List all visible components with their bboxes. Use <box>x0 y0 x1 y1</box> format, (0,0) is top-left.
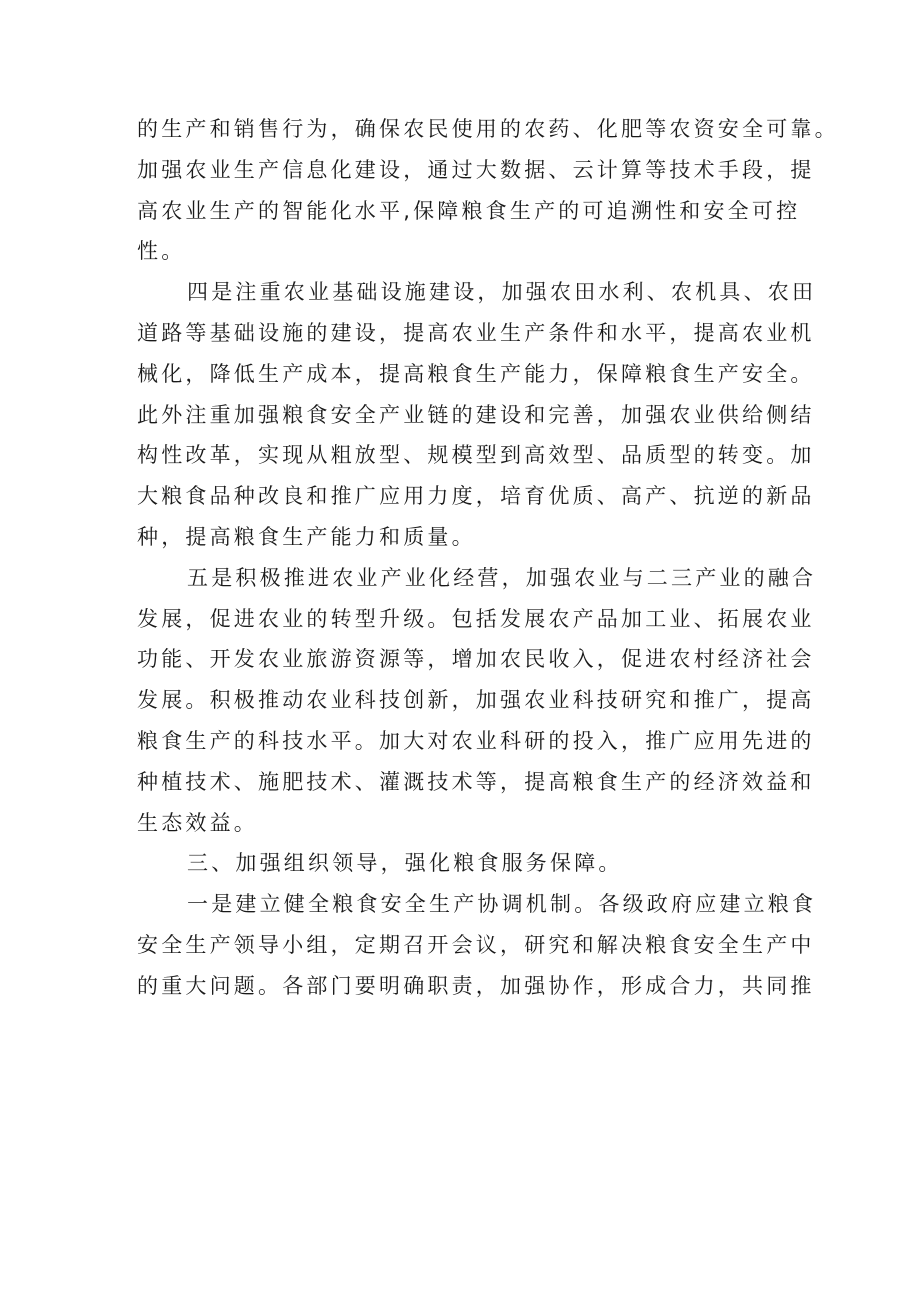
text-line: 的生产和销售行为，确保农民使用的农药、化肥等农资安全可靠。 <box>137 117 839 141</box>
text-line: 四是注重农业基础设施建设，加强农田水利、农机具、农田 <box>187 280 817 305</box>
text-line: 道路等基础设施的建设，提高农业生产条件和水平，提高农业机 <box>137 320 815 345</box>
text-line: 发展，促进农业的转型升级。包括发展农产品加工业、拓展农业 <box>137 606 815 631</box>
text-line: 种植技术、施肥技术、灌溉技术等，提高粮食生产的经济效益和 <box>137 769 815 794</box>
text-line: 三、加强组织领导，强化粮食服务保障。 <box>187 851 623 876</box>
text-line: 功能、开发农业旅游资源等，增加农民收入，促进农村经济社会 <box>137 647 815 672</box>
text-line: 性。 <box>137 239 186 264</box>
text-line: 械化，降低生产成本，提高粮食生产能力，保障粮食生产安全。 <box>137 361 815 386</box>
text-line: 高农业生产的智能化水平,保障粮食生产的可追溯性和安全可控 <box>137 198 801 223</box>
text-line: 的重大问题。各部门要明确职责，加强协作，形成合力，共同推 <box>137 973 815 998</box>
text-line: 大粮食品种改良和推广应用力度，培育优质、高产、抗逆的新品 <box>137 484 815 509</box>
text-line: 此外注重加强粮食安全产业链的建设和完善，加强农业供给侧结 <box>137 402 815 427</box>
text-line: 粮食生产的科技水平。加大对农业科研的投入，推广应用先进的 <box>137 728 815 753</box>
text-line: 发展。积极推动农业科技创新，加强农业科技研究和推广，提高 <box>137 688 815 713</box>
text-line: 安全生产领导小组，定期召开会议，研究和解决粮食安全生产中 <box>137 932 815 957</box>
text-line: 种，提高粮食生产能力和质量。 <box>137 524 476 549</box>
text-line: 一是建立健全粮食安全生产协调机制。各级政府应建立粮食 <box>187 892 817 917</box>
text-line: 加强农业生产信息化建设，通过大数据、云计算等技术手段，提 <box>137 157 815 182</box>
text-line: 生态效益。 <box>137 810 258 835</box>
document-body <box>137 109 839 1007</box>
text-line: 构性改革，实现从粗放型、规模型到高效型、品质型的转变。加 <box>137 443 815 468</box>
text-line: 五是积极推进农业产业化经营，加强农业与二三产业的融合 <box>187 565 817 590</box>
